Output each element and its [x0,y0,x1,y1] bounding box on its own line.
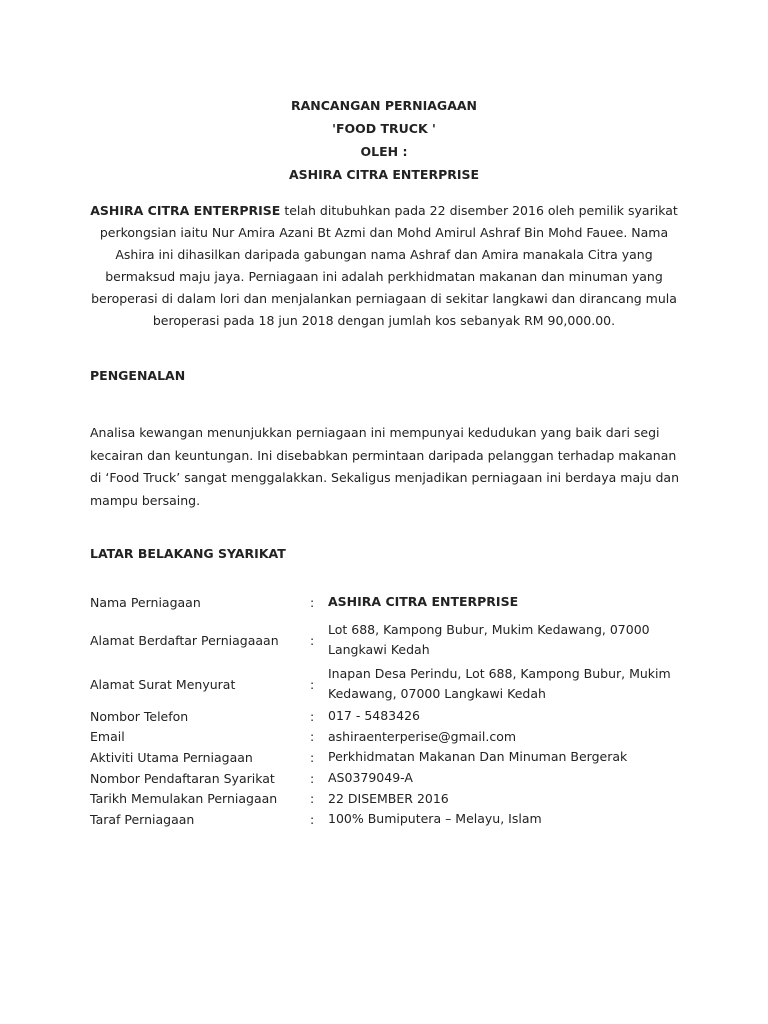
info-colon: : [310,594,315,610]
pengenalan-heading: PENGENALAN [90,368,186,383]
info-value: 017 - 5483426 [328,708,420,724]
info-row-alamat-berdaftar [90,618,690,662]
info-label: Nombor Pendaftaran Syarikat [90,770,275,786]
info-row-nama [90,590,690,614]
latar-belakang-heading: LATAR BELAKANG SYARIKAT [90,546,286,561]
title-line-3: OLEH : [360,144,408,159]
title-line-2: 'FOOD TRUCK ' [332,121,436,136]
info-value: Perkhidmatan Makanan Dan Minuman Bergerak [328,749,628,765]
title-line-1: RANCANGAN PERNIAGAAN [291,98,477,113]
info-colon: : [310,749,315,765]
title-line-4: ASHIRA CITRA ENTERPRISE [288,167,480,182]
info-row-email [90,727,690,748]
info-label: Tarikh Memulakan Perniagaan [90,791,278,807]
info-row-tarikh [90,788,690,809]
info-value: ashiraenterperise@gmail.com [328,728,517,744]
intro-text: telah ditubuhkan pada 22 disember 2016 oleh pemilik syarikat perkongsian iaitu Nur Amira Azani Bt Azmi dan Mohd Amirul Ashraf Bin Mohd Fauee. Nama Ashira ini dihasilkan daripada gabungan nama Ashraf dan Amira manakala Citra yang bermaksud maju jaya. Perniagaan ini adalah perkhidmatan makanan dan minuman yang beroperasi di dalam lori dan menjalankan perniagaan di sekitar langkawi dan dirancang mula beroperasi pada 18 jun 2018 dengan jumlah kos sebanyak RM 90,000.00. [91,203,678,328]
info-label: Alamat Berdaftar Perniagaaan [90,632,279,648]
info-label: Nombor Telefon [90,708,189,724]
info-value: 100% Bumiputera – Melayu, Islam [328,811,542,827]
info-colon: : [310,676,315,692]
title-block [0,94,768,186]
info-colon: : [310,791,315,807]
info-colon: : [310,770,315,786]
info-value: 22 DISEMBER 2016 [328,790,449,806]
info-colon: : [310,632,315,648]
info-label: Nama Perniagaan [90,594,201,610]
info-colon: : [310,729,315,745]
info-label: Taraf Perniagaan [90,811,195,827]
pengenalan-paragraph: Analisa kewangan menunjukkan perniagaan ini mempunyai kedudukan yang baik dari segi kecairan dan keuntungan. Ini disebabkan permintaan daripada pelanggan terhadap makanan di ‘Food Truck’ sangat menggalakkan. Sekaligus menjadikan perniagaan ini berdaya maju dan mampu bersaing. [90,425,680,508]
intro-company-name: ASHIRA CITRA ENTERPRISE [90,203,281,218]
info-row-aktiviti [90,747,690,768]
info-value: AS0379049-A [328,770,413,786]
info-value: Inapan Desa Perindu, Lot 688, Kampong Bubur, Mukim Kedawang, 07000 Langkawi Kedah [328,666,671,701]
company-info-table [90,590,690,830]
info-label: Email [90,729,125,745]
info-label: Aktiviti Utama Perniagaan [90,749,253,765]
info-row-telefon [90,706,690,727]
info-colon: : [310,811,315,827]
info-row-taraf [90,809,690,830]
info-value: Lot 688, Kampong Bubur, Mukim Kedawang, 07000 Langkawi Kedah [328,622,650,657]
intro-paragraph [88,200,680,332]
info-label: Alamat Surat Menyurat [90,676,236,692]
info-colon: : [310,708,315,724]
info-row-pendaftaran [90,768,690,789]
info-value: ASHIRA CITRA ENTERPRISE [328,594,519,609]
info-row-alamat-surat [90,662,690,706]
